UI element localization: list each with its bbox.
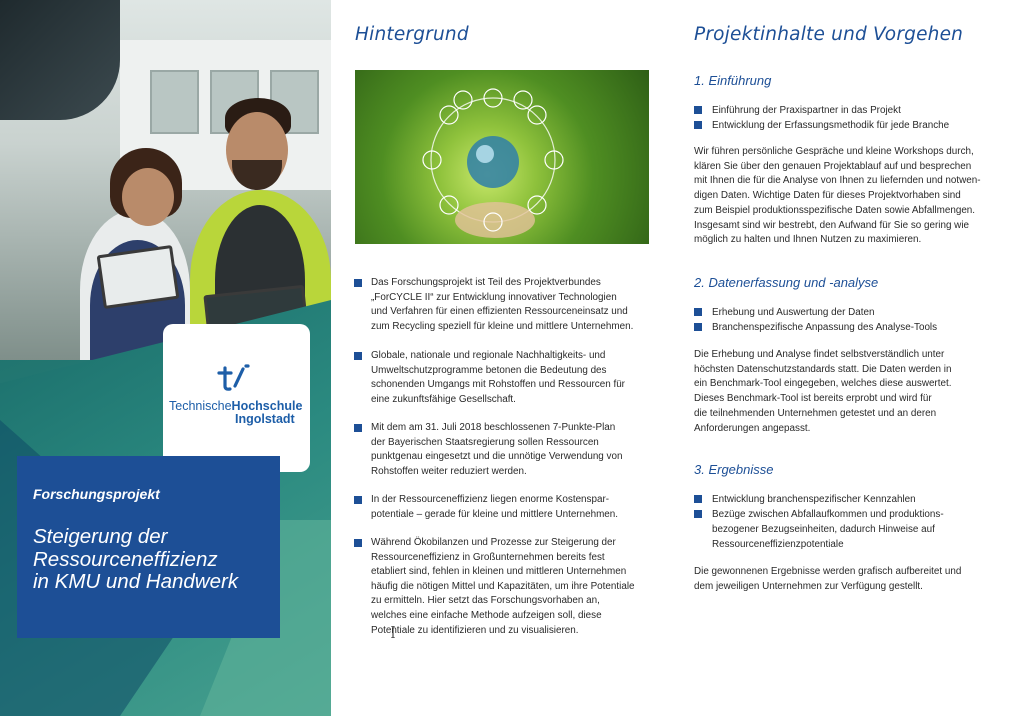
- bullet-square-icon: [694, 308, 702, 316]
- bullet-paragraph: Das Forschungsprojekt ist Teil des Projektverbundes „ForCYCLE II“ zur Entwicklung innovativer Technologien und Verfahren für einen effizienten Ressourceneinsatz und zum Recycling speziell für kleine und mittlere Unternehmen.: [371, 276, 633, 334]
- background-panel: [331, 0, 673, 716]
- logo-card: [163, 324, 310, 472]
- thi-logo-icon: [215, 364, 255, 394]
- paragraph: Wir führen persönliche Gespräche und kleine Workshops durch, klären Sie über den genauen Projektablauf auf und besprechen mit Ihnen die für die Analyse von Ihnen zu liefernden und notwen- digen Daten. Wichtige Daten für dieses Projektvorhaben sind zum Beispiel produktionsspezifische Daten sowie Abfallmengen. Insgesamt sind wir bestrebt, den Aufwand für Sie so gering wie möglich zu halten und Ihnen Nutzen zu maximieren.: [694, 146, 981, 246]
- bullet-square-icon: [694, 323, 702, 331]
- subsection-title: 1. Einführung: [694, 73, 772, 88]
- project-label: Forschungsprojekt: [33, 486, 160, 502]
- cover-panel: [0, 0, 331, 716]
- bullet-paragraph: Mit dem am 31. Juli 2018 beschlossenen 7-Punkte-Plan der Bayerischen Staatsregierung sollen Ressourcen punktgenau eingesetzt und die unnötige Verwendung von Rohstoffen weiter reduziert werden.: [371, 421, 622, 479]
- list-item: Einführung der Praxispartner in das Projekt: [694, 103, 949, 118]
- section-heading-hintergrund: Hintergrund: [355, 24, 469, 45]
- bullet-square-icon: [694, 106, 702, 114]
- bullet-paragraph: In der Ressourceneffizienz liegen enorme Kostenspar- potentiale – gerade für kleine und mittlere Unternehmen.: [371, 493, 618, 522]
- list-item: Branchenspezifische Anpassung des Analyse-Tools: [694, 320, 937, 335]
- section-heading-projekt: Projektinhalte und Vorgehen: [694, 24, 964, 45]
- bullet-square-icon: [694, 121, 702, 129]
- project-panel: [673, 0, 1014, 716]
- cover-photo: [0, 0, 331, 360]
- list-item: Entwicklung branchenspezifischer Kennzahlen: [694, 492, 944, 507]
- bullet-square-icon: [354, 279, 362, 287]
- bullet-list: [694, 492, 944, 552]
- bullet-paragraph: Während Ökobilanzen und Prozesse zur Steigerung der Ressourceneffizienz in Großunternehmen bereits fest etabliert sind, fehlen in kleinen und mittleren Unternehmen häufig die nötigen Mittel und Kapazitäten, um ihre Potentiale zu ermitteln. Hier setzt das Forschungsvorhaben an, welches eine einfache Methode aufzeigen soll, diese Potentiale zu identifizieren und zu visualisieren.: [371, 536, 635, 638]
- list-item: Bezüge zwischen Abfallaufkommen und produktions- bezogener Bezugseinheiten, dadurch Hinweise auf Ressourceneffizienzpotentiale: [694, 507, 944, 552]
- list-item: Erhebung und Auswertung der Daten: [694, 305, 937, 320]
- sustainability-image: [355, 70, 649, 244]
- logo-wordmark: TechnischeHochschule Ingolstadt: [169, 399, 303, 426]
- list-item: Entwicklung der Erfassungsmethodik für jede Branche: [694, 118, 949, 133]
- bullet-paragraph: Globale, nationale und regionale Nachhaltigkeits- und Umweltschutzprogramme betonen die Bedeutung des schonenden Umgangs mit Rohstoffen und Ressourcen für eine zukunftsfähige Gesellschaft.: [371, 349, 625, 407]
- paragraph: Die gewonnenen Ergebnisse werden grafisch aufbereitet und dem jeweiligen Unternehmen zur Verfügung gestellt.: [694, 566, 962, 592]
- bullet-square-icon: [354, 539, 362, 547]
- bullet-square-icon: [694, 510, 702, 518]
- bullet-square-icon: [354, 352, 362, 360]
- subsection-title: 2. Datenerfassung und -analyse: [694, 275, 879, 290]
- bullet-list: [694, 305, 937, 335]
- subsection-title: 3. Ergebnisse: [694, 462, 774, 477]
- bullet-square-icon: [694, 495, 702, 503]
- text-cursor-icon: [390, 626, 396, 638]
- bullet-square-icon: [354, 424, 362, 432]
- paragraph: Die Erhebung und Analyse findet selbstverständlich unter höchsten Datenschutzstandards statt. Die Daten werden in ein Benchmark-Tool eingegeben, welches diese auswertet. Dieses Benchmark-Tool ist bereits erprobt und wird für die teilnehmenden Unternehmen getestet und an deren Anforderungen angepasst.: [694, 349, 952, 434]
- bullet-list: [694, 103, 949, 133]
- cover-title: Steigerung der Ressourceneffizienz in KMU und Handwerk: [33, 525, 239, 593]
- title-box: [17, 456, 280, 638]
- bullet-square-icon: [354, 496, 362, 504]
